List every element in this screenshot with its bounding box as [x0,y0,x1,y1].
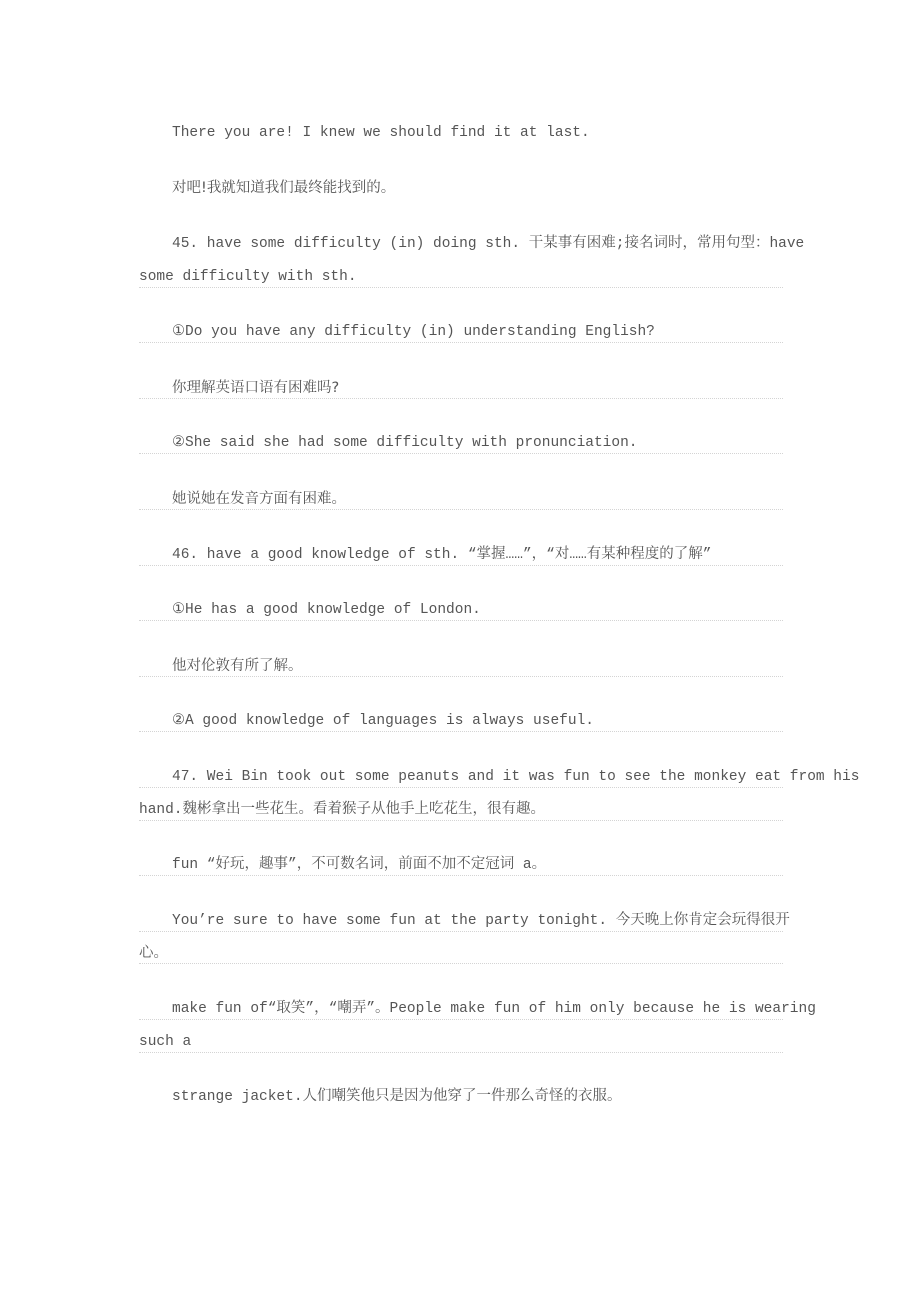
line-text: some difficulty with sth. [139,269,357,285]
entry-47-example-1 [139,911,790,932]
line-text: fun “好玩，趣事”，不可数名词，前面不加不定冠词 a。 [139,855,548,875]
line-text: 你理解英语口语有困难吗? [139,378,341,398]
entry-45-example-1-translation [139,378,783,399]
line-text: make fun of“取笑”，“嘲弄”。People make fun of him only because he is wearing [139,999,818,1019]
line-text: 45. have some difficulty (in) doing sth. 干某事有困难;接名词时，常用句型：have [139,234,806,254]
line-text: hand.魏彬拿出一些花生。看着猴子从他手上吃花生，很有趣。 [139,802,546,818]
line-text: There you are! I knew we should find it at last. [139,123,592,143]
line-text: 47. Wei Bin took out some peanuts and it was fun to see the monkey eat from his [139,767,861,787]
line-text: such a [139,1034,192,1050]
entry-47-make-fun-of-continuation [139,1032,783,1053]
entry-45-example-2 [139,433,783,454]
line-text: You’re sure to have some fun at the party tonight. 今天晚上你肯定会玩得很开 [139,911,792,931]
line-text: 对吧!我就知道我们最终能找到的。 [139,178,397,198]
entry-47-continuation [139,800,783,821]
entry-46-example-2 [139,711,783,732]
line-text: 她说她在发音方面有困难。 [139,489,348,509]
entry-47-note-fun [139,855,783,876]
line-text: 心。 [139,945,168,961]
entry-45-example-2-translation [139,489,783,510]
entry-47-example-1-continuation [139,943,783,964]
line-text: 46. have a good knowledge of sth. “掌握……”，“对……有某种程度的了解” [139,545,713,565]
entry-45-example-1 [139,322,783,343]
line-text: ②She said she had some difficulty with pronunciation. [139,433,639,453]
line-text: ①Do you have any difficulty (in) understanding English? [139,322,657,342]
entry-47-make-fun-of-example [139,1087,783,1107]
entry-46-example-1 [139,600,783,621]
line-text: ②A good knowledge of languages is always useful. [139,711,596,731]
entry-46-example-1-translation [139,656,783,677]
entry-46-heading [139,545,783,566]
line-text: 他对伦敦有所了解。 [139,656,305,676]
entry-45-continuation [139,267,783,288]
line-text: strange jacket.人们嘲笑他只是因为他穿了一件那么奇怪的衣服。 [139,1087,624,1107]
entry-47-make-fun-of [139,999,816,1020]
entry-45-heading [139,234,805,254]
line-text: ①He has a good knowledge of London. [139,600,483,620]
text-line-there-you-are [139,123,783,143]
entry-47-heading [139,767,860,788]
text-line-translation-1 [139,178,783,198]
